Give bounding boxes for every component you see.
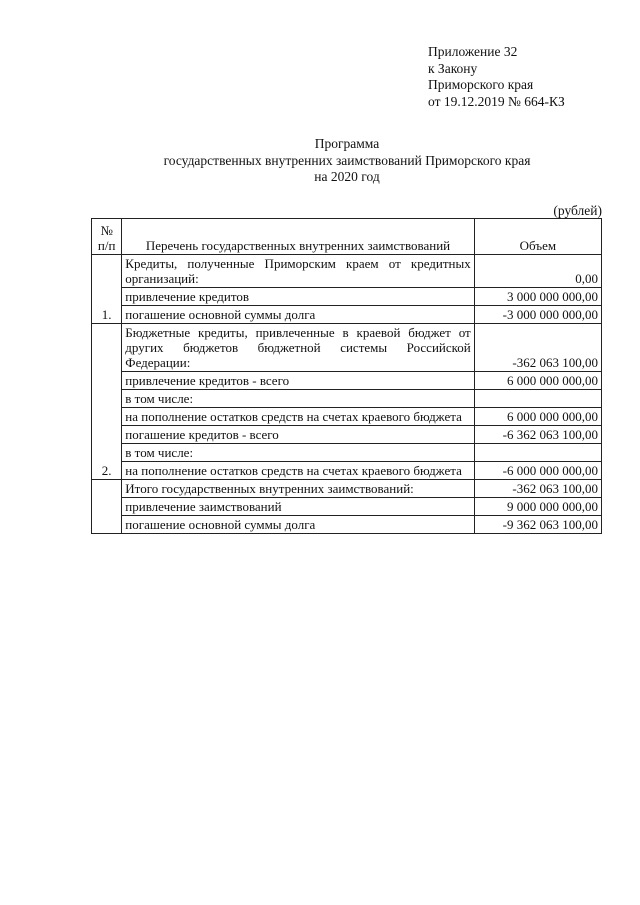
document-title: [92, 136, 602, 186]
row-description: привлечение кредитов - всего: [122, 372, 474, 390]
units-label: (рублей): [553, 203, 602, 218]
row-number: 1.: [92, 255, 122, 324]
table-row: [92, 408, 602, 426]
title-line-2: государственных внутренних заимствований Приморского края: [163, 152, 531, 168]
table-row: [92, 462, 602, 480]
row-description: Бюджетные кредиты, привлеченные в краевой бюджет от других бюджетов бюджетной системы Российской Федерации:: [122, 324, 474, 372]
table-header-row: [92, 219, 602, 255]
row-volume: -362 063 100,00: [474, 324, 601, 372]
header-volume: Объем: [474, 219, 601, 255]
row-volume: -6 362 063 100,00: [474, 426, 601, 444]
row-description: Кредиты, полученные Приморским краем от кредитных организаций:: [122, 255, 474, 288]
row-volume: -6 000 000 000,00: [474, 462, 601, 480]
appendix-line-4: от 19.12.2019 № 664-КЗ: [428, 93, 565, 109]
row-volume: 9 000 000 000,00: [474, 498, 601, 516]
row-volume: 0,00: [474, 255, 601, 288]
table-row: [92, 324, 602, 372]
table-row: [92, 426, 602, 444]
row-volume: [474, 390, 601, 408]
appendix-line-2: к Закону: [428, 60, 478, 76]
table-row: [92, 372, 602, 390]
table-row: [92, 255, 602, 288]
row-volume: -3 000 000 000,00: [474, 306, 601, 324]
appendix-header: [428, 44, 565, 110]
row-volume: -362 063 100,00: [474, 480, 601, 498]
title-line-3: на 2020 год: [314, 169, 380, 184]
borrowings-table: [91, 218, 602, 534]
table-row: [92, 306, 602, 324]
header-description: Перечень государственных внутренних заимствований: [122, 219, 474, 255]
header-number: № п/п: [92, 219, 122, 255]
table-row-total: [92, 480, 602, 498]
row-number-empty: [92, 480, 122, 534]
row-description: привлечение заимствований: [122, 498, 474, 516]
row-description: в том числе:: [122, 390, 474, 408]
row-volume: -9 362 063 100,00: [474, 516, 601, 534]
table-row: [92, 390, 602, 408]
table-row: [92, 288, 602, 306]
row-description: в том числе:: [122, 444, 474, 462]
title-line-1: Программа: [314, 136, 380, 151]
row-volume: 3 000 000 000,00: [474, 288, 601, 306]
row-description: погашение кредитов - всего: [122, 426, 474, 444]
row-number: 2.: [92, 324, 122, 480]
table-row-total: [92, 498, 602, 516]
table-row-total: [92, 516, 602, 534]
row-volume: [474, 444, 601, 462]
row-description: Итого государственных внутренних заимствований:: [122, 480, 474, 498]
appendix-line-1: Приложение 32: [428, 44, 518, 59]
row-description: привлечение кредитов: [122, 288, 474, 306]
row-volume: 6 000 000 000,00: [474, 372, 601, 390]
row-description: на пополнение остатков средств на счетах краевого бюджета: [122, 462, 474, 480]
row-description: погашение основной суммы долга: [122, 306, 474, 324]
row-description: погашение основной суммы долга: [122, 516, 474, 534]
table-row: [92, 444, 602, 462]
appendix-line-3: Приморского края: [428, 77, 534, 92]
row-description: на пополнение остатков средств на счетах краевого бюджета: [122, 408, 474, 426]
row-volume: 6 000 000 000,00: [474, 408, 601, 426]
